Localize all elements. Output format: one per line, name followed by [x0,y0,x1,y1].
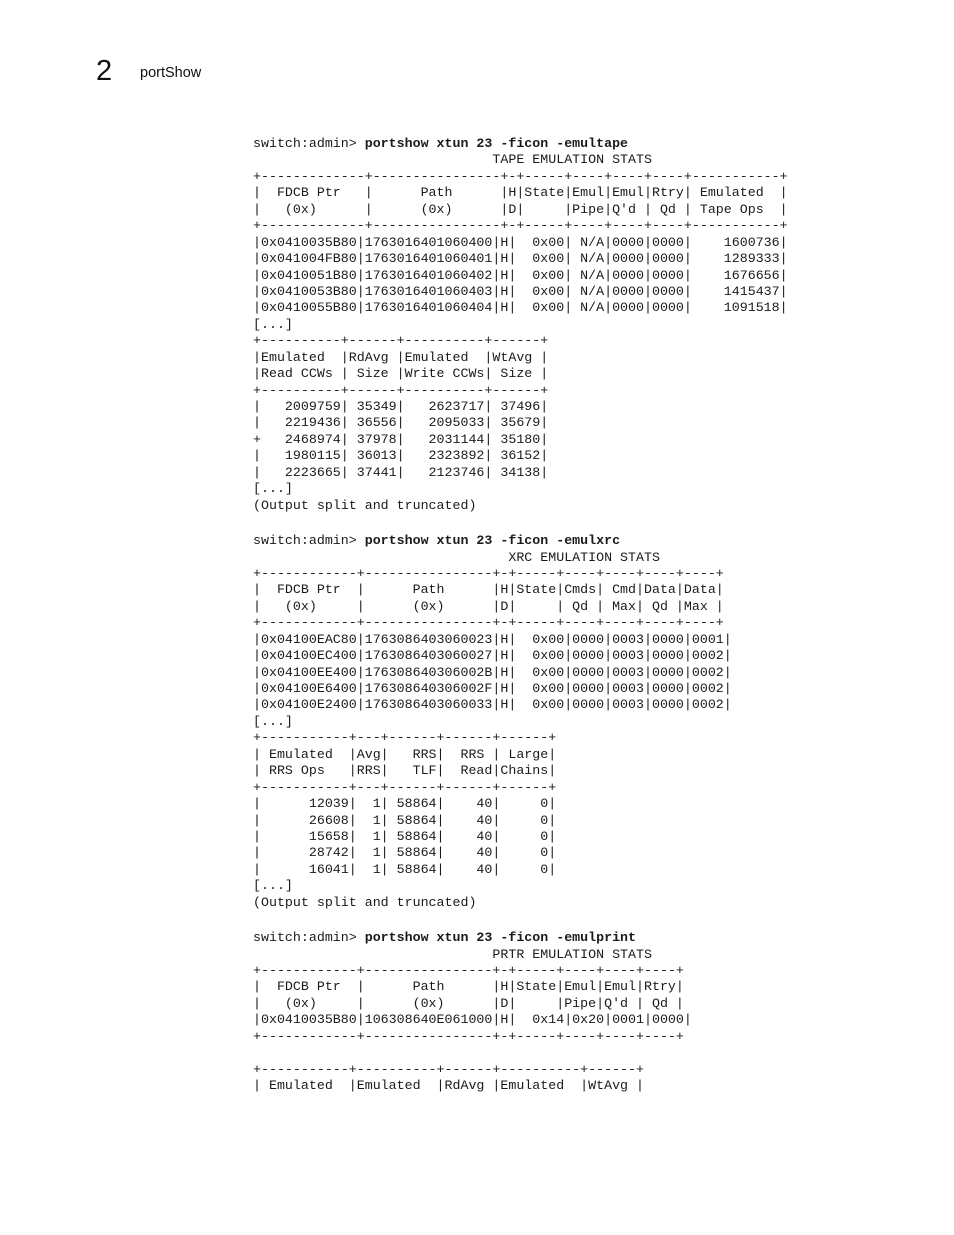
output-line: (Output split and truncated) [253,894,477,910]
command-line [253,136,853,152]
output-line: | Emulated |Avg| RRS| RRS | Large| [253,746,557,762]
command-output-listing [253,136,853,1095]
command-text: portshow xtun 23 -ficon -emulxrc [364,533,621,549]
output-line: +-----------+---+------+------+------+ [253,730,557,746]
output-line: + 2468974| 37978| 2031144| 35180| [253,431,549,447]
output-line: +----------+------+----------+------+ [253,333,549,349]
output-line: |0x04100E6400|176308640306002F|H| 0x00|0000|0003|0000|0002| [253,681,732,696]
output-line: | 2219436| 36556| 2095033| 35679| [253,415,549,431]
output-line: |0x04100E2400|1763086403060033|H| 0x00|0000|0003|0000|0002| [253,697,732,713]
output-line: +----------+------+----------+------+ [253,382,549,398]
output-line: |0x0410055B80|1763016401060404|H| 0x00| N/A|0000|0000| 1091518| [253,300,788,316]
command-block [253,533,853,911]
section-title: portShow [140,65,202,81]
command-block [253,136,853,514]
output-line: | RRS Ops |RRS| TLF| Read|Chains| [253,763,557,779]
output-line: |0x04100EAC80|1763086403060023|H| 0x00|0000|0003|0000|0001| [253,631,732,647]
shell-prompt: switch:admin> [253,533,365,549]
output-line: +------------+----------------+-+-----+----+----+----+----+ [253,615,724,631]
output-line: |0x04100EE400|176308640306002B|H| 0x00|0000|0003|0000|0002| [253,664,732,680]
output-line: +-------------+----------------+-+-----+----+----+----+-----------+ [253,168,788,184]
output-line: [...] [253,713,293,729]
output-line: |Emulated |RdAvg |Emulated |WtAvg | [253,349,549,365]
output-line: |Read CCWs | Size |Write CCWs| Size | [253,366,549,382]
output-line: [...] [253,316,293,332]
output-line: | 26608| 1| 58864| 40| 0| [253,812,557,828]
output-line: | (0x) | (0x) |D| |Pipe|Q'd | Qd | [253,995,684,1011]
block-spacer [253,514,853,533]
output-line: |0x0410035B80|1763016401060400|H| 0x00| N/A|0000|0000| 1600736| [253,234,788,250]
output-line: |0x0410053B80|1763016401060403|H| 0x00| N/A|0000|0000| 1415437| [253,283,788,299]
output-line: TAPE EMULATION STATS [253,152,652,168]
command-block [253,930,853,1094]
output-line: | FDCB Ptr | Path |H|State|Emul|Emul|Rtry| [253,979,684,995]
output-line: [...] [253,878,293,894]
chapter-number: 2 [96,55,113,87]
output-line: | 2223665| 37441| 2123746| 34138| [253,464,549,480]
output-line: (Output split and truncated) [253,497,477,513]
output-line: |0x0410051B80|1763016401060402|H| 0x00| N/A|0000|0000| 1676656| [253,267,788,283]
output-line: +-----------+----------+------+----------+------+ [253,1061,644,1077]
output-line: | (0x) | (0x) |D| | Qd | Max| Qd |Max | [253,598,724,614]
command-text: portshow xtun 23 -ficon -emulprint [364,930,637,946]
output-line: +------------+----------------+-+-----+----+----+----+ [253,963,684,978]
output-line: | FDCB Ptr | Path |H|State|Emul|Emul|Rtry| Emulated | [253,185,788,201]
output-line: +-----------+---+------+------+------+ [253,779,557,795]
output-line: PRTR EMULATION STATS [253,946,652,962]
output-line: | 1980115| 36013| 2323892| 36152| [253,448,549,464]
block-spacer [253,911,853,930]
output-line [253,1045,853,1061]
output-line: | 15658| 1| 58864| 40| 0| [253,828,557,844]
shell-prompt: switch:admin> [253,930,365,946]
output-line: | 2009759| 35349| 2623717| 37496| [253,399,549,414]
shell-prompt: switch:admin> [253,136,365,151]
output-line: +------------+----------------+-+-----+----+----+----+ [253,1028,684,1044]
output-line: +-------------+----------------+-+-----+----+----+----+-----------+ [253,218,788,234]
output-line: | 28742| 1| 58864| 40| 0| [253,845,557,861]
command-line [253,930,853,946]
output-line: |0x0410035B80|106308640E061000|H| 0x14|0x20|0001|0000| [253,1012,692,1028]
command-line [253,533,853,549]
output-line: XRC EMULATION STATS [253,549,660,565]
output-line: | Emulated |Emulated |RdAvg |Emulated |WtAvg | [253,1078,644,1094]
output-line: | 12039| 1| 58864| 40| 0| [253,796,557,812]
output-line: | (0x) | (0x) |D| |Pipe|Q'd | Qd | Tape Ops | [253,201,788,217]
output-line: [...] [253,481,293,497]
output-line: |0x04100EC400|1763086403060027|H| 0x00|0000|0003|0000|0002| [253,648,732,664]
output-line: | 16041| 1| 58864| 40| 0| [253,861,557,877]
output-line: | FDCB Ptr | Path |H|State|Cmds| Cmd|Data|Data| [253,582,724,598]
command-text: portshow xtun 23 -ficon -emultape [364,136,629,151]
output-line: |0x041004FB80|1763016401060401|H| 0x00| N/A|0000|0000| 1289333| [253,251,788,267]
output-line: +------------+----------------+-+-----+----+----+----+----+ [253,565,724,581]
